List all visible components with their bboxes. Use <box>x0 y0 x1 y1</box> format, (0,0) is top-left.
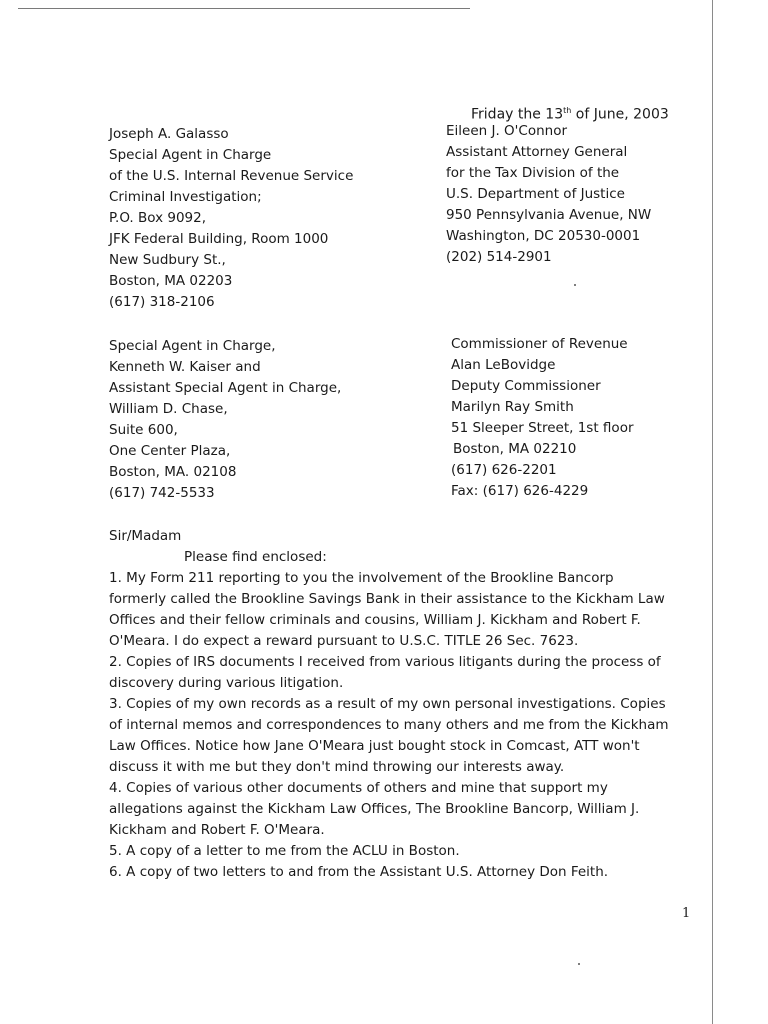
address-line: (617) 626-2201 <box>451 462 557 478</box>
address-line: (617) 742-5533 <box>109 485 215 501</box>
address-line: Assistant Attorney General <box>446 144 628 160</box>
address-line: Washington, DC 20530-0001 <box>446 228 641 244</box>
body-line: 3. Copies of my own records as a result of my own personal investigations. Copies <box>109 696 666 712</box>
address-line: for the Tax Division of the <box>446 165 620 181</box>
address-line: 950 Pennsylvania Avenue, NW <box>446 207 652 223</box>
address-line: (617) 318-2106 <box>109 294 215 310</box>
body-line: 4. Copies of various other documents of others and mine that support my <box>109 780 608 796</box>
intro-line: Please find enclosed: <box>184 549 327 565</box>
body-line: Law Offices. Notice how Jane O'Meara just bought stock in Comcast, ATT won't <box>109 738 640 754</box>
body-line: Offices and their fellow criminals and cousins, William J. Kickham and Robert F. <box>109 612 641 628</box>
address-line: Boston, MA. 02108 <box>109 464 237 480</box>
address-line: New Sudbury St., <box>109 252 226 268</box>
address-line: Deputy Commissioner <box>451 378 601 394</box>
address-line: Fax: (617) 626-4229 <box>451 483 589 499</box>
address-line: Marilyn Ray Smith <box>451 399 574 415</box>
address-line: William D. Chase, <box>109 401 228 417</box>
body-line: discuss it with me but they don't mind throwing our interests away. <box>109 759 565 775</box>
address-line: Criminal Investigation; <box>109 189 262 205</box>
letter-date: Friday the 13th of June, 2003 <box>471 106 669 123</box>
body-line: 5. A copy of a letter to me from the ACLU in Boston. <box>109 843 460 859</box>
body-line: discovery during various litigation. <box>109 675 344 691</box>
body-line: allegations against the Kickham Law Offices, The Brookline Bancorp, William J. <box>109 801 640 817</box>
address-line: Kenneth W. Kaiser and <box>109 359 261 375</box>
address-line: Alan LeBovidge <box>451 357 556 373</box>
body-line: O'Meara. I do expect a reward pursuant to U.S.C. TITLE 26 Sec. 7623. <box>109 633 579 649</box>
address-line: 51 Sleeper Street, 1st floor <box>451 420 634 436</box>
address-line: of the U.S. Internal Revenue Service <box>109 168 354 184</box>
ink-speck <box>574 284 576 286</box>
address-line: Assistant Special Agent in Charge, <box>109 380 342 396</box>
salutation: Sir/Madam <box>109 528 182 544</box>
address-line: Suite 600, <box>109 422 178 438</box>
address-line: Special Agent in Charge <box>109 147 272 163</box>
address-line: One Center Plaza, <box>109 443 231 459</box>
address-line: Commissioner of Revenue <box>451 336 628 352</box>
body-line: Kickham and Robert F. O'Meara. <box>109 822 325 838</box>
address-line: Boston, MA 02203 <box>109 273 233 289</box>
address-line: Special Agent in Charge, <box>109 338 276 354</box>
address-line: Boston, MA 02210 <box>453 441 577 457</box>
page-edge-line <box>712 0 713 1024</box>
address-line: JFK Federal Building, Room 1000 <box>109 231 329 247</box>
page-number: 1 <box>682 906 691 921</box>
body-line: 2. Copies of IRS documents I received from various litigants during the process of <box>109 654 661 670</box>
body-line: 6. A copy of two letters to and from the Assistant U.S. Attorney Don Feith. <box>109 864 609 880</box>
address-line: Joseph A. Galasso <box>109 126 229 142</box>
body-line: 1. My Form 211 reporting to you the involvement of the Brookline Bancorp <box>109 570 614 586</box>
address-line: (202) 514-2901 <box>446 249 552 265</box>
ink-speck <box>578 963 580 965</box>
address-line: Eileen J. O'Connor <box>446 123 567 139</box>
top-rule <box>18 8 470 9</box>
body-line: of internal memos and correspondences to many others and me from the Kickham <box>109 717 669 733</box>
address-line: P.O. Box 9092, <box>109 210 207 226</box>
address-line: U.S. Department of Justice <box>446 186 625 202</box>
body-line: formerly called the Brookline Savings Bank in their assistance to the Kickham Law <box>109 591 665 607</box>
